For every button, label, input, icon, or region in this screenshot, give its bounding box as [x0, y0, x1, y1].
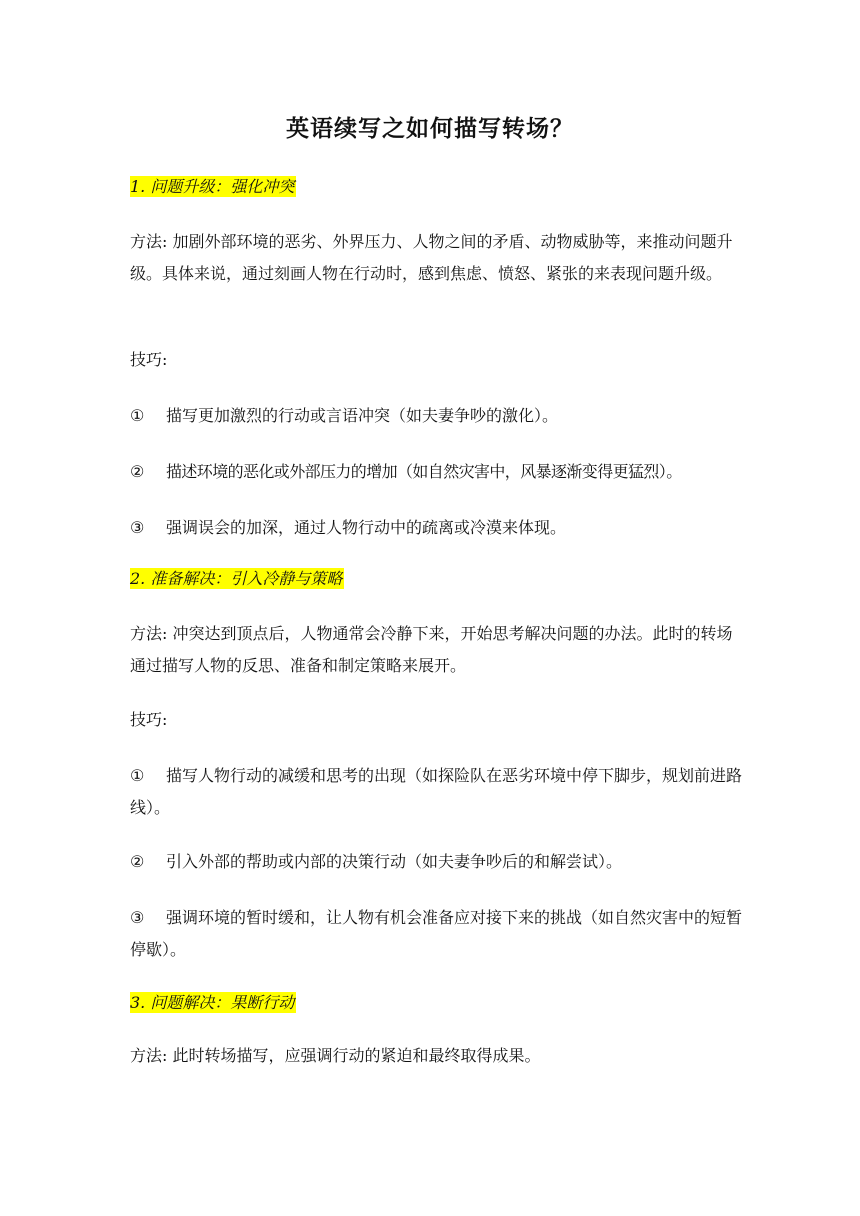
section-3-heading — [130, 992, 296, 1014]
section-1-item-2 — [130, 456, 750, 488]
section-2-tips-label: 技巧: — [130, 710, 168, 729]
section-1-tips-label: 技巧: — [130, 350, 168, 369]
item-text: 引入外部的帮助或内部的决策行动（如夫妻争吵后的和解尝试）。 — [166, 852, 623, 871]
item-number: ② — [130, 462, 145, 481]
item-text: 强调环境的暂时缓和，让人物有机会准备应对接下来的挑战（如自然灾害中的短暂停歇）。 — [130, 908, 743, 959]
item-number: ② — [130, 852, 145, 871]
item-number: ① — [130, 766, 145, 785]
item-text: 描述环境的恶化或外部压力的增加（如自然灾害中，风暴逐渐变得更猛烈）。 — [166, 462, 682, 481]
section-2-item-1 — [130, 760, 742, 824]
item-number: ① — [130, 406, 145, 425]
page-title: 英语续写之如何描写转场？ — [286, 116, 574, 142]
section-1-heading-text: 1. 问题升级：强化冲突 — [130, 177, 295, 196]
item-number: ③ — [130, 908, 145, 927]
section-2-item-3 — [130, 902, 742, 966]
section-1-item-1 — [130, 400, 742, 432]
section-1-method: 方法: 加剧外部环境的恶劣、外界压力、人物之间的矛盾、动物威胁等，来推动问题升级。具体来说，通过刻画人物在行动时，感到焦虑、愤怒、紧张的来表现问题升级。 — [130, 232, 733, 283]
section-3-method: 方法: 此时转场描写，应强调行动的紧迫和最终取得成果。 — [130, 1046, 541, 1065]
section-2-heading-text: 2. 准备解决：引入冷静与策略 — [130, 569, 343, 588]
item-text: 描写人物行动的减缓和思考的出现（如探险队在恶劣环境中停下脚步，规划前进路线）。 — [130, 766, 743, 817]
section-2-method: 方法: 冲突达到顶点后，人物通常会冷静下来，开始思考解决问题的办法。此时的转场通过描写人物的反思、准备和制定策略来展开。 — [130, 624, 733, 675]
section-3-heading-text: 3. 问题解决：果断行动 — [130, 993, 295, 1012]
section-2-heading — [130, 568, 344, 590]
section-2-item-2 — [130, 846, 742, 878]
section-1-heading — [130, 176, 296, 198]
item-text: 描写更加激烈的行动或言语冲突（如夫妻争吵的激化）。 — [166, 406, 559, 425]
item-text: 强调误会的加深，通过人物行动中的疏离或冷漠来体现。 — [166, 518, 567, 537]
section-1-item-3 — [130, 512, 742, 544]
item-number: ③ — [130, 518, 145, 537]
